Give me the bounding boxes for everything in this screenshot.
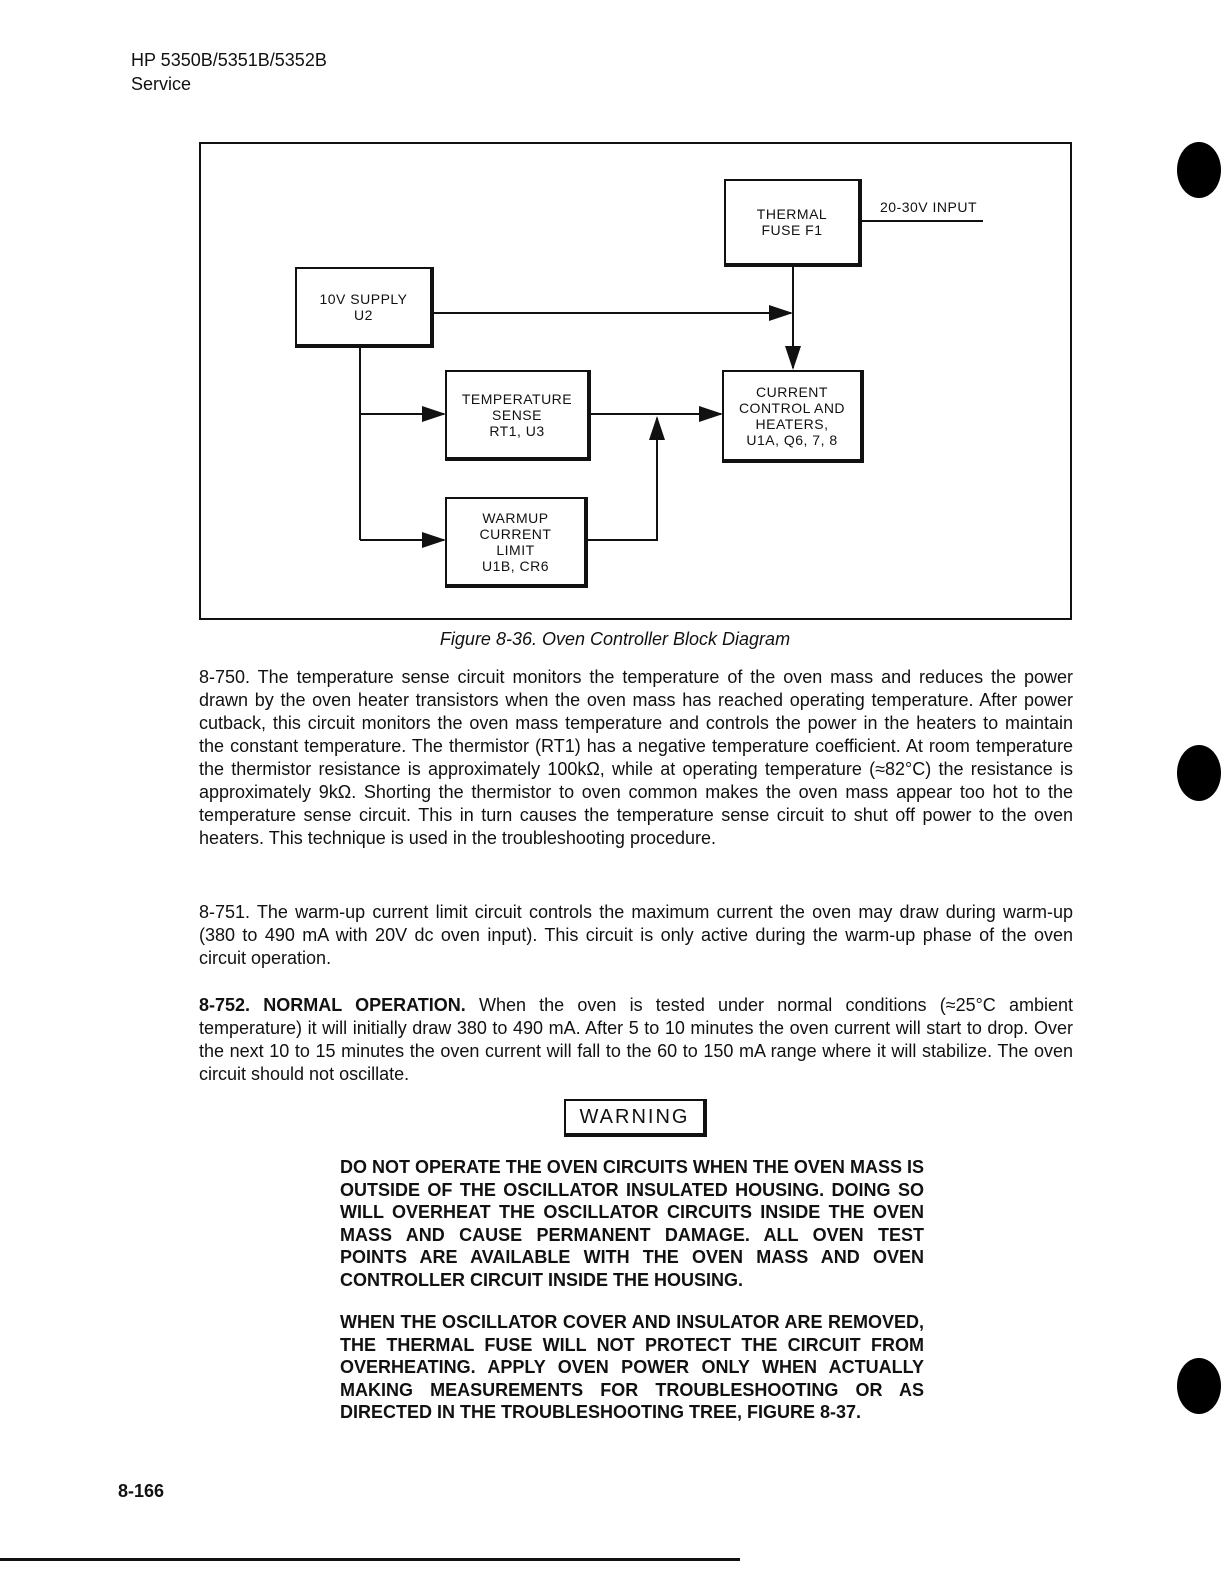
current-control-line1: CURRENT [756, 383, 828, 400]
paragraph-8-751: 8-751. The warm-up current limit circuit controls the maximum current the oven may draw during warm-up (380 to 490 mA with 20V dc oven input). This circuit is only active during the warm-up phase of the oven circuit operation. [199, 902, 1073, 968]
bottom-rule [0, 1558, 740, 1561]
temp-sense-line3: RT1, U3 [489, 422, 545, 439]
current-control-line4: U1A, Q6, 7, 8 [746, 431, 838, 448]
paragraph-8-752 [199, 994, 1073, 1086]
paragraph-8-752-heading: 8-752. NORMAL OPERATION. [199, 995, 466, 1015]
warning-label-box: WARNING [564, 1099, 707, 1137]
current-control-line3: HEATERS, [755, 415, 829, 432]
model-title: HP 5350B/5351B/5352B [131, 50, 327, 70]
input-label: 20-30V INPUT [880, 199, 978, 215]
warmup-line3: LIMIT [496, 541, 535, 558]
warning-text-2: WHEN THE OSCILLATOR COVER AND INSULATOR ARE REMOVED, THE THERMAL FUSE WILL NOT PROTECT THE CIRCUIT FROM OVERHEATING. APPLY OVEN POWER ONLY WHEN ACTUALLY MAKING MEASUREMENTS FOR TROUBLESHOOTING OR AS DIRECTED IN THE TROUBLESHOOTING TREE, FIGURE 8-37. [340, 1312, 924, 1422]
current-control-line2: CONTROL AND [738, 399, 846, 416]
warning-text-1: DO NOT OPERATE THE OVEN CIRCUITS WHEN THE OVEN MASS IS OUTSIDE OF THE OSCILLATOR INSULATED HOUSING. DOING SO WILL OVERHEAT THE OSCILLATOR CIRCUITS INSIDE THE OVEN MASS AND CAUSE PERMANENT DAMAGE. ALL OVEN TEST POINTS ARE AVAILABLE WITH THE OVEN MASS AND OVEN CONTROLLER CIRCUIT INSIDE THE HOUSING. [340, 1157, 924, 1290]
paragraph-8-750: 8-750. The temperature sense circuit monitors the temperature of the oven mass and reduces the power drawn by the oven heater transistors when the oven mass has reached operating temperature. After power cutback, this circuit monitors the oven mass temperature and controls the power in the heaters to maintain the constant temperature. The thermistor (RT1) has a negative temperature coefficient. At room temperature the thermistor resistance is approximately 100kΩ, while at operating temperature (≈82°C) the resistance is approximately 9kΩ. Shorting the thermistor to oven common makes the oven mass appear too hot to the temperature sense circuit. This in turn causes the temperature sense circuit to shut off power to the oven heaters. This technique is used in the troubleshooting procedure. [199, 667, 1073, 848]
warmup-line1: WARMUP [482, 509, 549, 526]
supply-line2: U2 [354, 306, 373, 323]
warmup-line4: U1B, CR6 [481, 557, 550, 574]
temp-sense-line2: SENSE [492, 406, 542, 423]
thermal-fuse-line1: THERMAL [756, 206, 828, 222]
warmup-to-junction-wire [588, 418, 657, 540]
thermal-fuse-block [724, 179, 862, 267]
temp-sense-line1: TEMPERATURE [461, 390, 573, 407]
section-title: Service [131, 74, 192, 94]
warmup-limit-block [445, 497, 588, 588]
thermal-fuse-line2: FUSE F1 [761, 222, 823, 238]
temperature-sense-block [445, 370, 591, 461]
current-control-block [722, 370, 864, 463]
figure-caption: Figure 8-36. Oven Controller Block Diagram [439, 629, 791, 649]
page-number: 8-166 [118, 1481, 165, 1501]
supply-block [295, 267, 434, 348]
warmup-line2: CURRENT [479, 525, 552, 542]
paragraph-8-752-body: When the oven is tested under normal conditions (≈25°C ambient temperature) it will initially draw 380 to 490 mA. After 5 to 10 minutes the oven current will start to drop. Over the next 10 to 15 minutes the oven current will fall to the 60 to 150 mA range where it will stabilize. The oven circuit should not oscillate. [199, 995, 1074, 1084]
supply-line1: 10V SUPPLY [319, 290, 408, 307]
